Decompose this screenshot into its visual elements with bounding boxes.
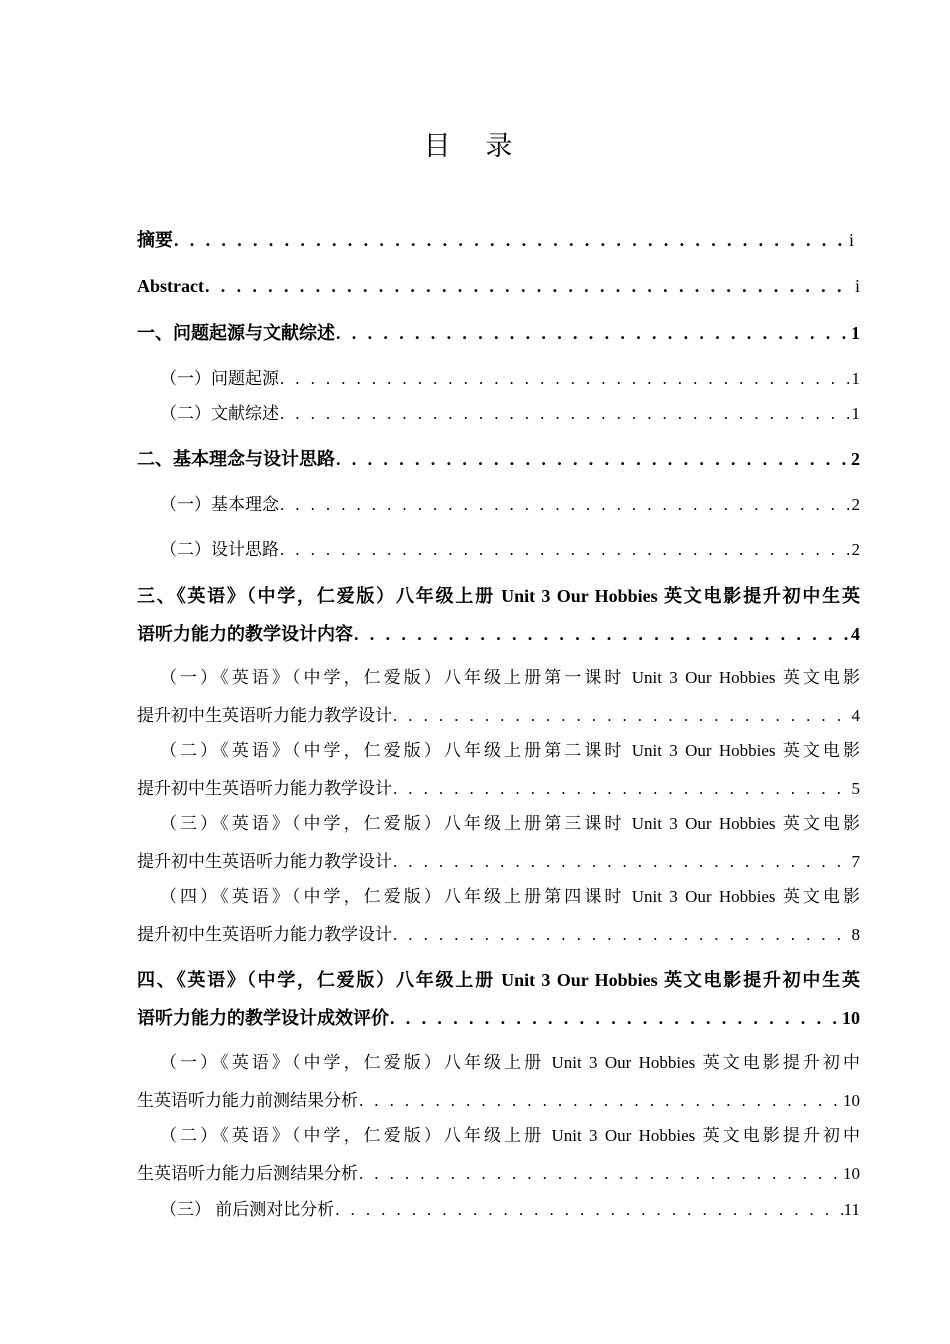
toc-leader-dots xyxy=(335,1198,842,1222)
toc-entry-line-1: （一）《英语》（中学，仁爱版）八年级上册 Unit 3 Our Hobbies 英文电影提升初中 xyxy=(160,1053,860,1072)
toc-entry-line-1: 四、《英语》（中学，仁爱版）八年级上册 Unit 3 Our Hobbies 英文电影提升初中生英 xyxy=(137,970,860,990)
toc-leader-dots xyxy=(280,538,849,562)
toc-leader-dots xyxy=(393,850,849,874)
toc-entry-section-4-3[interactable] xyxy=(137,1198,860,1222)
toc-leader-dots xyxy=(359,1089,842,1113)
toc-leader-dots xyxy=(393,704,849,728)
toc-entry-line-1: （三）《英语》（中学，仁爱版）八年级上册第三课时 Unit 3 Our Hobbies 英文电影 xyxy=(160,814,860,833)
toc-page-number: 4 xyxy=(851,624,860,644)
toc-entry-text: （一）基本理念 xyxy=(160,495,279,514)
toc-entry-line-2: 提升初中生英语听力能力教学设计 xyxy=(137,779,392,798)
toc-entry-text: （一）问题起源 xyxy=(160,369,279,388)
toc-page-number: 4 xyxy=(851,706,860,725)
toc-page-number: 11 xyxy=(843,1200,860,1219)
toc-page-number: 10 xyxy=(843,1164,860,1183)
toc-leader-dots xyxy=(174,228,843,252)
toc-entry-section-2-2[interactable] xyxy=(137,538,860,562)
toc-entry-line-1: （二）《英语》（中学，仁爱版）八年级上册 Unit 3 Our Hobbies 英文电影提升初中 xyxy=(160,1126,860,1145)
toc-leader-dots xyxy=(336,321,849,345)
toc-page-number: i xyxy=(848,230,854,250)
toc-title: 目 录 xyxy=(423,131,527,161)
toc-leader-dots xyxy=(390,1006,841,1030)
toc-page-number: 2 xyxy=(851,495,860,514)
toc-entry-line-2: 生英语听力能力后测结果分析 xyxy=(137,1164,358,1183)
toc-page-number: 1 xyxy=(851,404,860,423)
toc-entry-text: Abstract xyxy=(137,276,204,296)
toc-entry-line-1: （四）《英语》（中学，仁爱版）八年级上册第四课时 Unit 3 Our Hobbies 英文电影 xyxy=(160,887,860,906)
toc-entry-section-3[interactable] xyxy=(137,584,860,646)
toc-leader-dots xyxy=(393,923,849,947)
toc-entry-line-2: 提升初中生英语听力能力教学设计 xyxy=(137,706,392,725)
toc-entry-section-1[interactable] xyxy=(137,321,860,345)
toc-entry-section-3-3[interactable] xyxy=(137,812,860,874)
toc-entry-line-2: 语听力能力的教学设计成效评价 xyxy=(137,1008,389,1028)
toc-page-number: i xyxy=(854,276,860,296)
toc-page-number: 10 xyxy=(843,1091,860,1110)
toc-leader-dots xyxy=(359,1162,842,1186)
toc-page-number: 1 xyxy=(851,369,860,388)
toc-entry-section-2[interactable] xyxy=(137,447,860,471)
toc-entry-section-4-2[interactable] xyxy=(137,1124,860,1186)
toc-page-number: 5 xyxy=(851,779,860,798)
toc-page-number: 10 xyxy=(842,1008,860,1028)
toc-leader-dots xyxy=(205,274,849,298)
toc-leader-dots xyxy=(280,493,849,517)
toc-entry-text: 一、问题起源与文献综述 xyxy=(137,323,335,343)
toc-entry-text: （二）设计思路 xyxy=(160,540,279,559)
toc-entry-line-1: 三、《英语》（中学，仁爱版）八年级上册 Unit 3 Our Hobbies 英文电影提升初中生英 xyxy=(137,586,860,606)
toc-entry-abstract-cn[interactable] xyxy=(137,228,860,252)
toc-page-number: 2 xyxy=(851,540,860,559)
toc-entry-section-4-1[interactable] xyxy=(137,1051,860,1113)
toc-leader-dots xyxy=(336,447,849,471)
toc-entry-text: 二、基本理念与设计思路 xyxy=(137,449,335,469)
toc-entry-line-2: 提升初中生英语听力能力教学设计 xyxy=(137,852,392,871)
toc-entry-line-2: 语听力能力的教学设计内容 xyxy=(137,624,353,644)
toc-leader-dots xyxy=(354,622,849,646)
toc-page-number: 2 xyxy=(851,449,860,469)
toc-entry-section-1-2[interactable] xyxy=(137,402,860,426)
toc-leader-dots xyxy=(280,367,849,391)
toc-leader-dots xyxy=(280,402,849,426)
toc-entry-section-3-2[interactable] xyxy=(137,739,860,801)
toc-page-number: 7 xyxy=(851,852,860,871)
toc-entry-line-2: 提升初中生英语听力能力教学设计 xyxy=(137,925,392,944)
toc-page-number: 8 xyxy=(851,925,860,944)
toc-entry-section-4[interactable] xyxy=(137,968,860,1030)
toc-entry-text: 摘要 xyxy=(137,230,173,250)
toc-leader-dots xyxy=(393,777,849,801)
toc-entry-text: （三） 前后测对比分析 xyxy=(160,1200,335,1219)
toc-entry-section-3-1[interactable] xyxy=(137,666,860,728)
toc-page-number: 1 xyxy=(851,323,860,343)
toc-entry-line-2: 生英语听力能力前测结果分析 xyxy=(137,1091,358,1110)
toc-entry-line-1: （二）《英语》（中学，仁爱版）八年级上册第二课时 Unit 3 Our Hobbies 英文电影 xyxy=(160,741,860,760)
toc-entry-section-3-4[interactable] xyxy=(137,885,860,947)
toc-entry-section-2-1[interactable] xyxy=(137,493,860,517)
toc-entry-text: （二）文献综述 xyxy=(160,404,279,423)
toc-entry-abstract-en[interactable] xyxy=(137,274,860,298)
toc-entry-section-1-1[interactable] xyxy=(137,367,860,391)
toc-entry-line-1: （一）《英语》（中学，仁爱版）八年级上册第一课时 Unit 3 Our Hobbies 英文电影 xyxy=(160,668,860,687)
